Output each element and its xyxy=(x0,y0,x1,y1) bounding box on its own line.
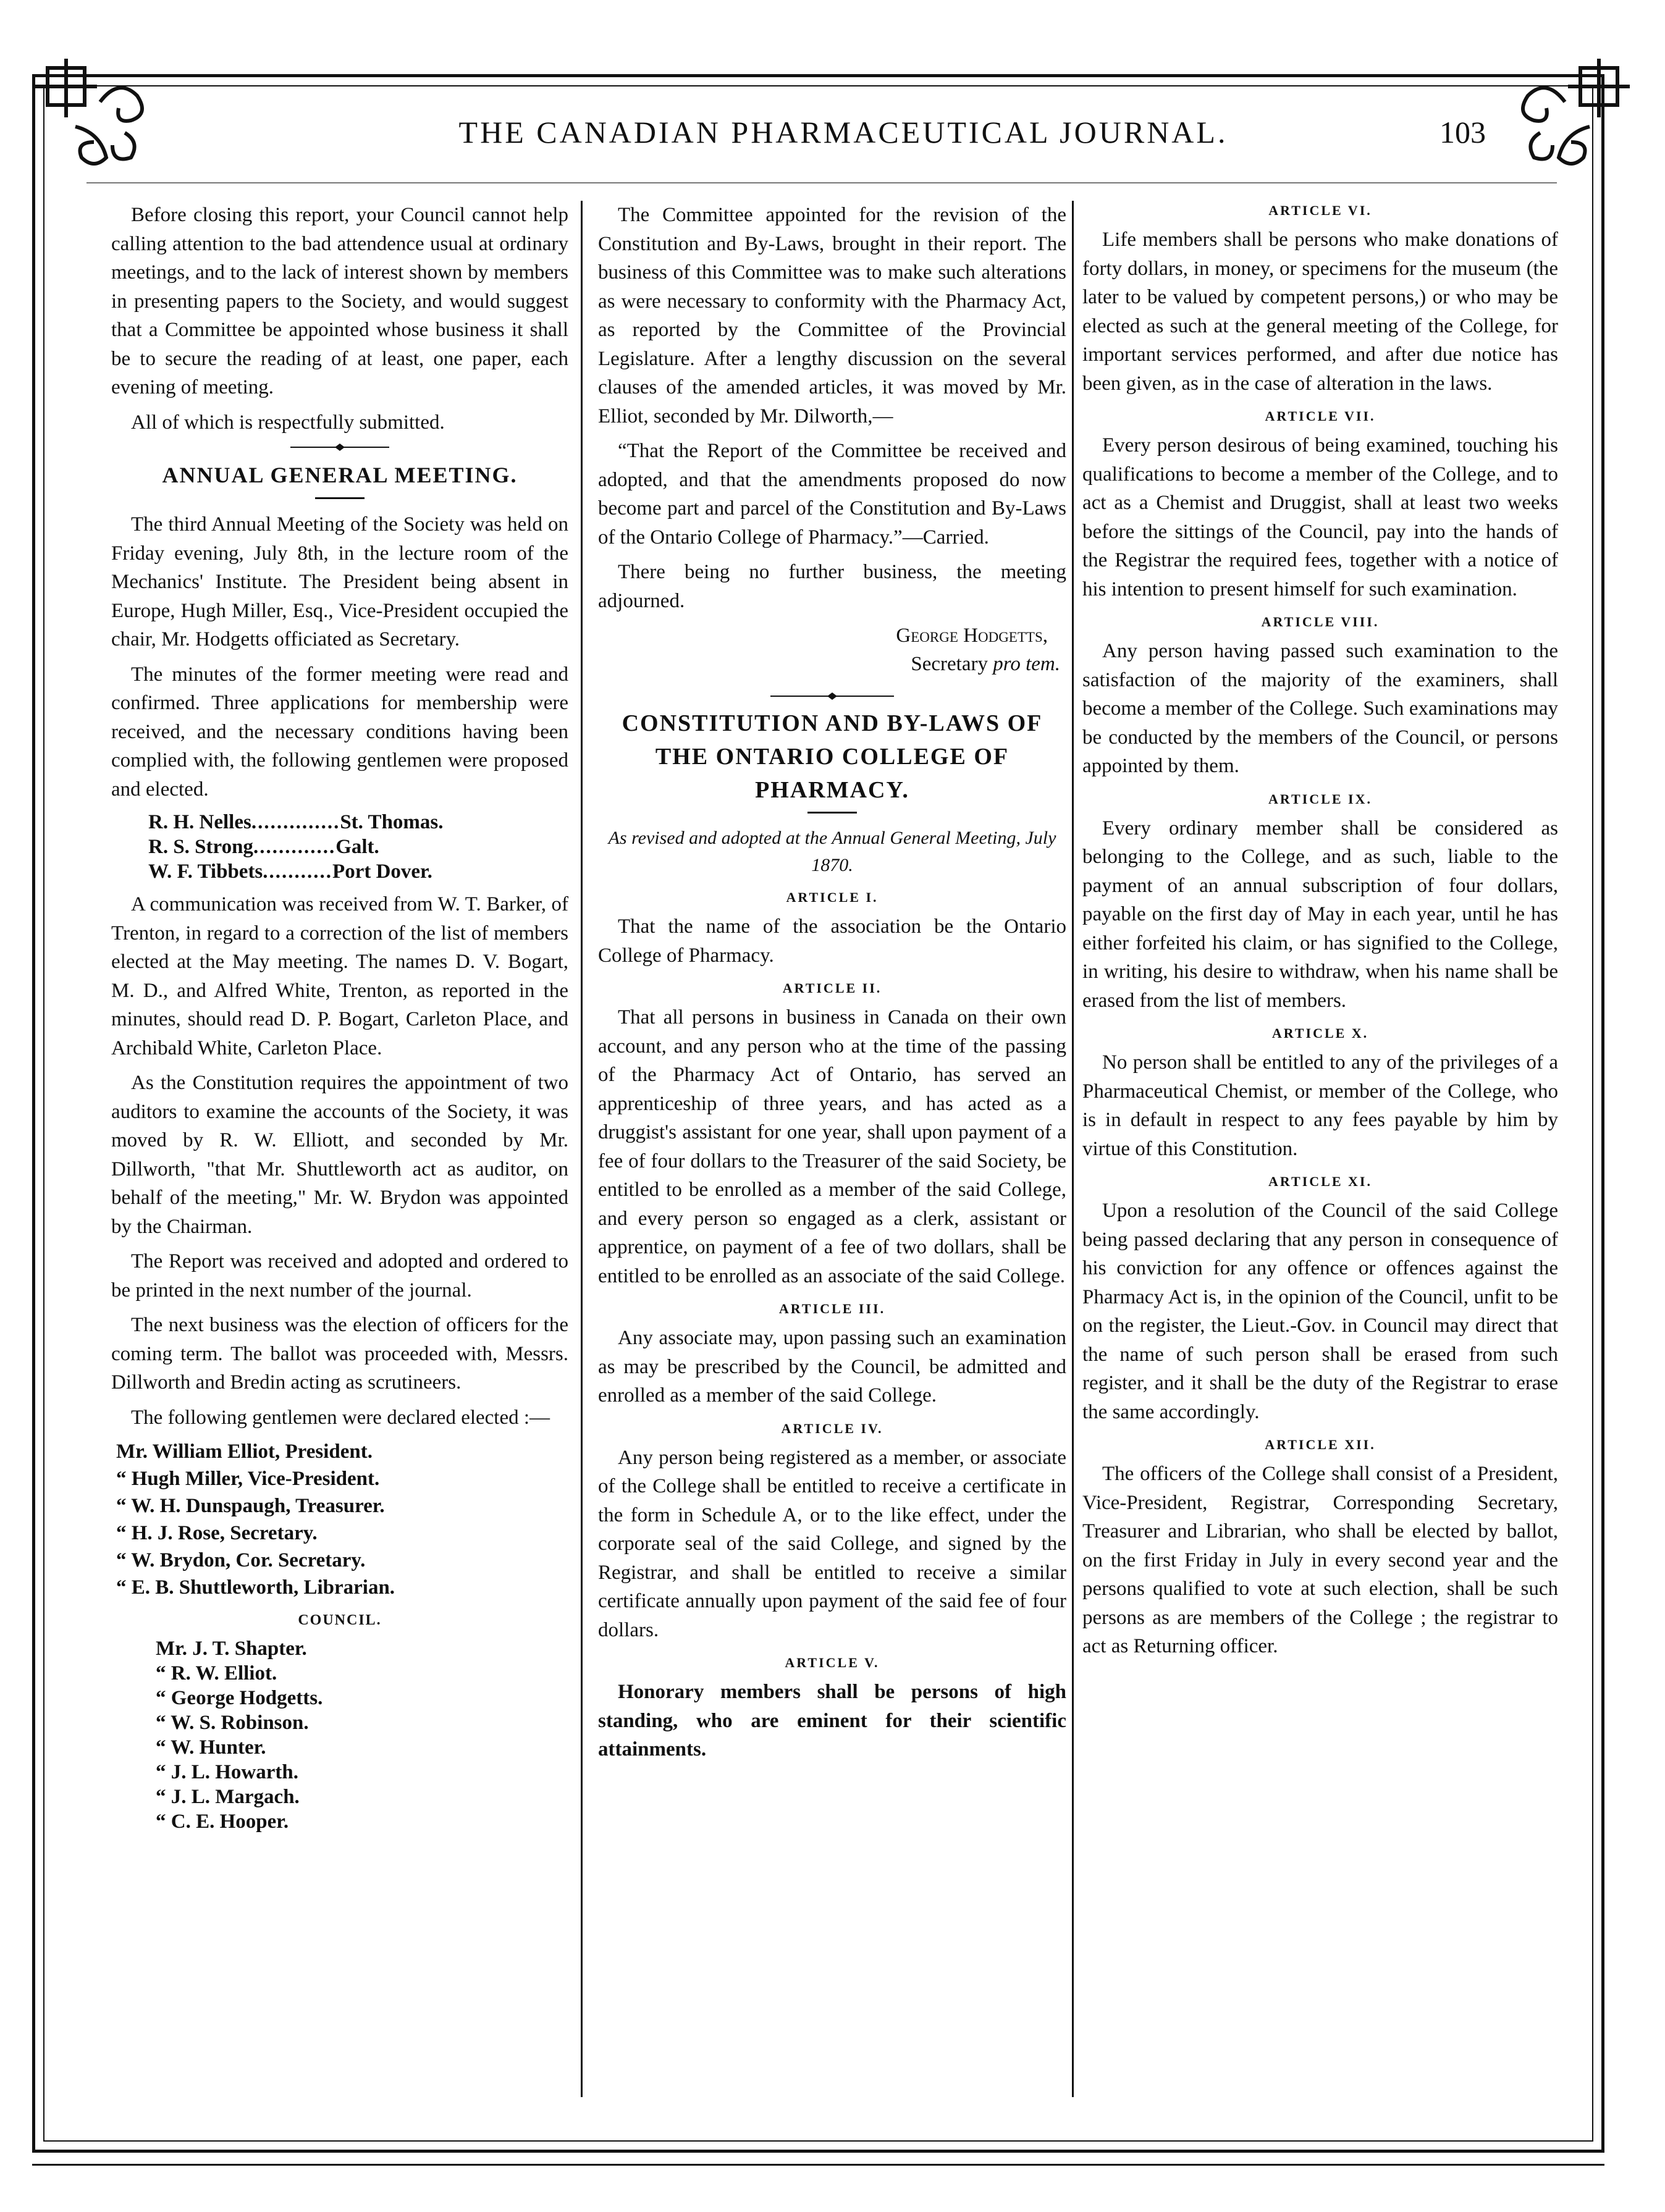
leader-dots: ........... xyxy=(263,860,333,883)
page-border-bottom-rule xyxy=(32,2164,1604,2166)
article-heading: ARTICLE VIII. xyxy=(1261,614,1380,629)
list-item: “ R. W. Elliot. xyxy=(156,1662,277,1684)
header-rule xyxy=(86,182,1557,183)
heading-rule xyxy=(315,497,365,499)
member-place: Port Dover. xyxy=(332,860,432,883)
leader-dots: ............. xyxy=(253,836,336,858)
article-text: Upon a resolution of the Council of the said College being passed declaring that any person in consequence of his conviction for any offence or offences against the Pharmacy Act is, in the opinion of the Council, unfit to be on the register, the Lieut.-Gov. in Council may direct that the name of such person shall be erased from such register, and it shall be the duty of the Registrar to erase the same accordingly. xyxy=(1082,1200,1558,1423)
signature-title xyxy=(598,650,1060,678)
member-name: R. S. Strong xyxy=(148,836,253,858)
signature-title-text: Secretary xyxy=(911,653,993,675)
running-header xyxy=(0,108,1665,164)
article-heading: ARTICLE IX. xyxy=(1268,791,1372,807)
column-divider-2 xyxy=(1072,201,1074,2097)
list-item: Mr. William Elliot, President. xyxy=(116,1440,373,1463)
article-heading: ARTICLE XI. xyxy=(1268,1174,1372,1189)
article-text: No person shall be entitled to any of the privileges of a Pharmaceutical Chemist, or member of the College, who is in default in respect to any fees payable by him by virtue of this Constitution. xyxy=(1082,1051,1558,1160)
list-item: “ J. L. Howarth. xyxy=(156,1760,298,1783)
article-text: Any person being registered as a member, or associate of the College shall be entitled to receive a certificate in the form in Schedule A, or to the like effect, under the corporate seal of the said College, and signed by the Registrar, and shall be entitled to receive a similar certificate annually upon payment of the said fee of four dollars. xyxy=(598,1446,1066,1641)
article-text: That all persons in business in Canada on their own account, and any person who at the time of the passing of the Pharmacy Act of Ontario, has served an apprenticeship of three years, and has acted as a druggist's assistant for one year, shall upon payment of a fee of four dollars to the Treasurer of the said Society, be entitled to be enrolled as a member of the said College, and every person so engaged as a clerk, assistant or apprentice, on payment of a fee of two dollars, shall be entitled to be enrolled as an associate of the said College. xyxy=(598,1006,1066,1287)
article-heading: ARTICLE VI. xyxy=(1268,203,1372,218)
article-heading: ARTICLE I. xyxy=(786,889,879,905)
article-heading: ARTICLE XII. xyxy=(1265,1437,1376,1452)
paragraph: The third Annual Meeting of the Society was held on Friday evening, July 8th, in the lecture room of the Mechanics' Institute. The President being absent in Europe, Hugh Miller, Esq., Vice-President occupied the chair, Mr. Hodgetts officiated as Secretary. xyxy=(111,513,568,650)
officers-list xyxy=(111,1438,568,1601)
list-item: “ W. H. Dunspaugh, Treasurer. xyxy=(116,1495,385,1517)
column-2 xyxy=(598,201,1066,1770)
section-heading-annual-meeting: ANNUAL GENERAL MEETING. xyxy=(162,463,518,487)
article-heading: ARTICLE IV. xyxy=(781,1420,883,1436)
list-item: “ C. E. Hooper. xyxy=(156,1810,289,1833)
page-number: 103 xyxy=(1439,115,1486,149)
paragraph: The Committee appointed for the revision of the Constitution and By-Laws, brought in their report. The business of this Committee was to make such alterations as were necessary to conformity with the Pharmacy Act, as reported by the Committee of the Provincial Legislature. After a lengthy discussion on the several clauses of the amended articles, it was moved by Mr. Elliot, seconded by Mr. Dilworth,— xyxy=(598,204,1066,427)
article-heading: ARTICLE III. xyxy=(778,1301,886,1316)
member-name: W. F. Tibbets xyxy=(148,860,263,883)
member-name: R. H. Nelles xyxy=(148,811,251,833)
list-item xyxy=(148,859,568,884)
article-text: Every person desirous of being examined, touching his qualifications to become a member of the College, and to act as a Chemist and Druggist, shall at least two weeks before the sittings of the Council, pay into the hands of the Registrar the required fees, together with a notice of his intention to present himself for such examination. xyxy=(1082,434,1558,600)
article-text: Every ordinary member shall be considered as belonging to the College, and as such, liable to the payment of an annual subscription of four dollars, payable on the first day of May in each year, until he has either forfeited his claim, or has signified to the College, in writing, his desire to withdraw, when his name shall be erased from the list of members. xyxy=(1082,817,1558,1012)
article-heading: ARTICLE V. xyxy=(785,1655,880,1670)
list-item: “ George Hodgetts. xyxy=(156,1686,323,1709)
list-item: “ W. Brydon, Cor. Secretary. xyxy=(116,1549,366,1571)
member-place: St. Thomas. xyxy=(340,811,444,833)
member-place: Galt. xyxy=(335,836,379,858)
article-text: Life members shall be persons who make donations of forty dollars, in money, or specimens for the museum (the later to be valued by competent persons,) or who may be elected as such at the general meeting of the College, for important services performed, and after due notice has been given, as in the case of alteration in the laws. xyxy=(1082,229,1558,395)
paragraph: Before closing this report, your Council cannot help calling attention to the bad attendence usual at ordinary meetings, and to the lack of interest shown by members in presenting papers to the Society, and would suggest that a Committee be appointed whose business it shall be to secure the reading of at least, one paper, each evening of meeting. xyxy=(111,204,568,398)
list-item: “ J. L. Margach. xyxy=(156,1785,300,1808)
council-heading: COUNCIL. xyxy=(298,1612,382,1628)
journal-title: THE CANADIAN PHARMACEUTICAL JOURNAL. xyxy=(458,115,1228,149)
list-item xyxy=(148,810,568,835)
paragraph: There being no further business, the meeting adjourned. xyxy=(598,561,1066,612)
paragraph: The minutes of the former meeting were read and confirmed. Three applications for membership were received, and the necessary conditions having been complied with, the following gentlemen were proposed and elected. xyxy=(111,663,568,801)
article-text: Honorary members shall be persons of high standing, who are eminent for their scientific attainments. xyxy=(598,1681,1066,1760)
list-item: “ Hugh Miller, Vice-President. xyxy=(116,1468,380,1490)
article-text: Any person having passed such examination to the satisfaction of the majority of the examiners, shall become a member of the College. Such examinations may be conducted by the members of the Council, or persons appointed by them. xyxy=(1082,640,1558,777)
list-item: “ E. B. Shuttleworth, Librarian. xyxy=(116,1576,395,1599)
list-item: “ W. Hunter. xyxy=(156,1736,266,1759)
section-heading-constitution: CONSTITUTION AND BY-LAWS OF THE ONTARIO COLLEGE OF PHARMACY. xyxy=(622,710,1043,803)
paragraph: The following gentlemen were declared elected :— xyxy=(131,1406,550,1429)
article-heading: ARTICLE X. xyxy=(1271,1025,1369,1041)
paragraph: The next business was the election of officers for the coming term. The ballot was proceeded with, Messrs. Dillworth and Bredin acting as scrutineers. xyxy=(111,1314,568,1394)
signature-title-italic: pro tem. xyxy=(993,653,1060,675)
article-text: That the name of the association be the Ontario College of Pharmacy. xyxy=(598,915,1066,967)
signature-name: George Hodgetts, xyxy=(896,624,1048,647)
article-text: Any associate may, upon passing such an examination as may be prescribed by the Council, be admitted and enrolled as a member of the said College. xyxy=(598,1327,1066,1407)
list-item xyxy=(148,835,568,859)
paragraph: “That the Report of the Committee be received and adopted, and that the amendments proposed do now become part and parcel of the Constitution and By-Laws of the Ontario College of Pharmacy.”—Carried. xyxy=(598,440,1066,549)
section-ornament xyxy=(290,443,389,452)
leader-dots: .............. xyxy=(251,811,340,833)
paragraph: The Report was received and adopted and ordered to be printed in the next number of the journal. xyxy=(111,1250,568,1302)
paragraph: As the Constitution requires the appointment of two auditors to examine the accounts of the Society, it was moved by R. W. Elliott, and seconded by Mr. Dillworth, "that Mr. Shuttleworth act as auditor, on behalf of the meeting," Mr. W. Brydon was appointed by the Chairman. xyxy=(111,1072,568,1238)
article-text: The officers of the College shall consist of a President, Vice-President, Registrar, Corresponding Secretary, Treasurer and Librarian, who shall be elected by ballot, on the first Friday in July in every second year and the persons qualified to vote at such election, shall be such persons as are members of the College ; the registrar to act as Returning officer. xyxy=(1082,1463,1558,1657)
section-subtitle: As revised and adopted at the Annual General Meeting, July 1870. xyxy=(608,828,1056,875)
heading-rule xyxy=(807,812,857,814)
article-heading: ARTICLE VII. xyxy=(1265,408,1376,424)
council-list xyxy=(111,1636,568,1834)
elected-members-list xyxy=(148,810,568,884)
section-ornament xyxy=(770,692,894,700)
list-item: Mr. J. T. Shapter. xyxy=(156,1637,307,1660)
column-divider-1 xyxy=(581,201,583,2097)
paragraph: A communication was received from W. T. Barker, of Trenton, in regard to a correction of the list of members elected at the May meeting. The names D. V. Bogart, M. D., and Alfred White, Trenton, as reported in the minutes, should read D. P. Bogart, Carleton Place, and Archibald White, Carleton Place. xyxy=(111,893,568,1059)
article-heading: ARTICLE II. xyxy=(782,980,882,996)
list-item: “ W. S. Robinson. xyxy=(156,1711,309,1734)
paragraph: All of which is respectfully submitted. xyxy=(131,411,445,434)
column-3 xyxy=(1082,201,1558,1667)
column-1 xyxy=(111,201,568,1834)
list-item: “ H. J. Rose, Secretary. xyxy=(116,1522,318,1544)
